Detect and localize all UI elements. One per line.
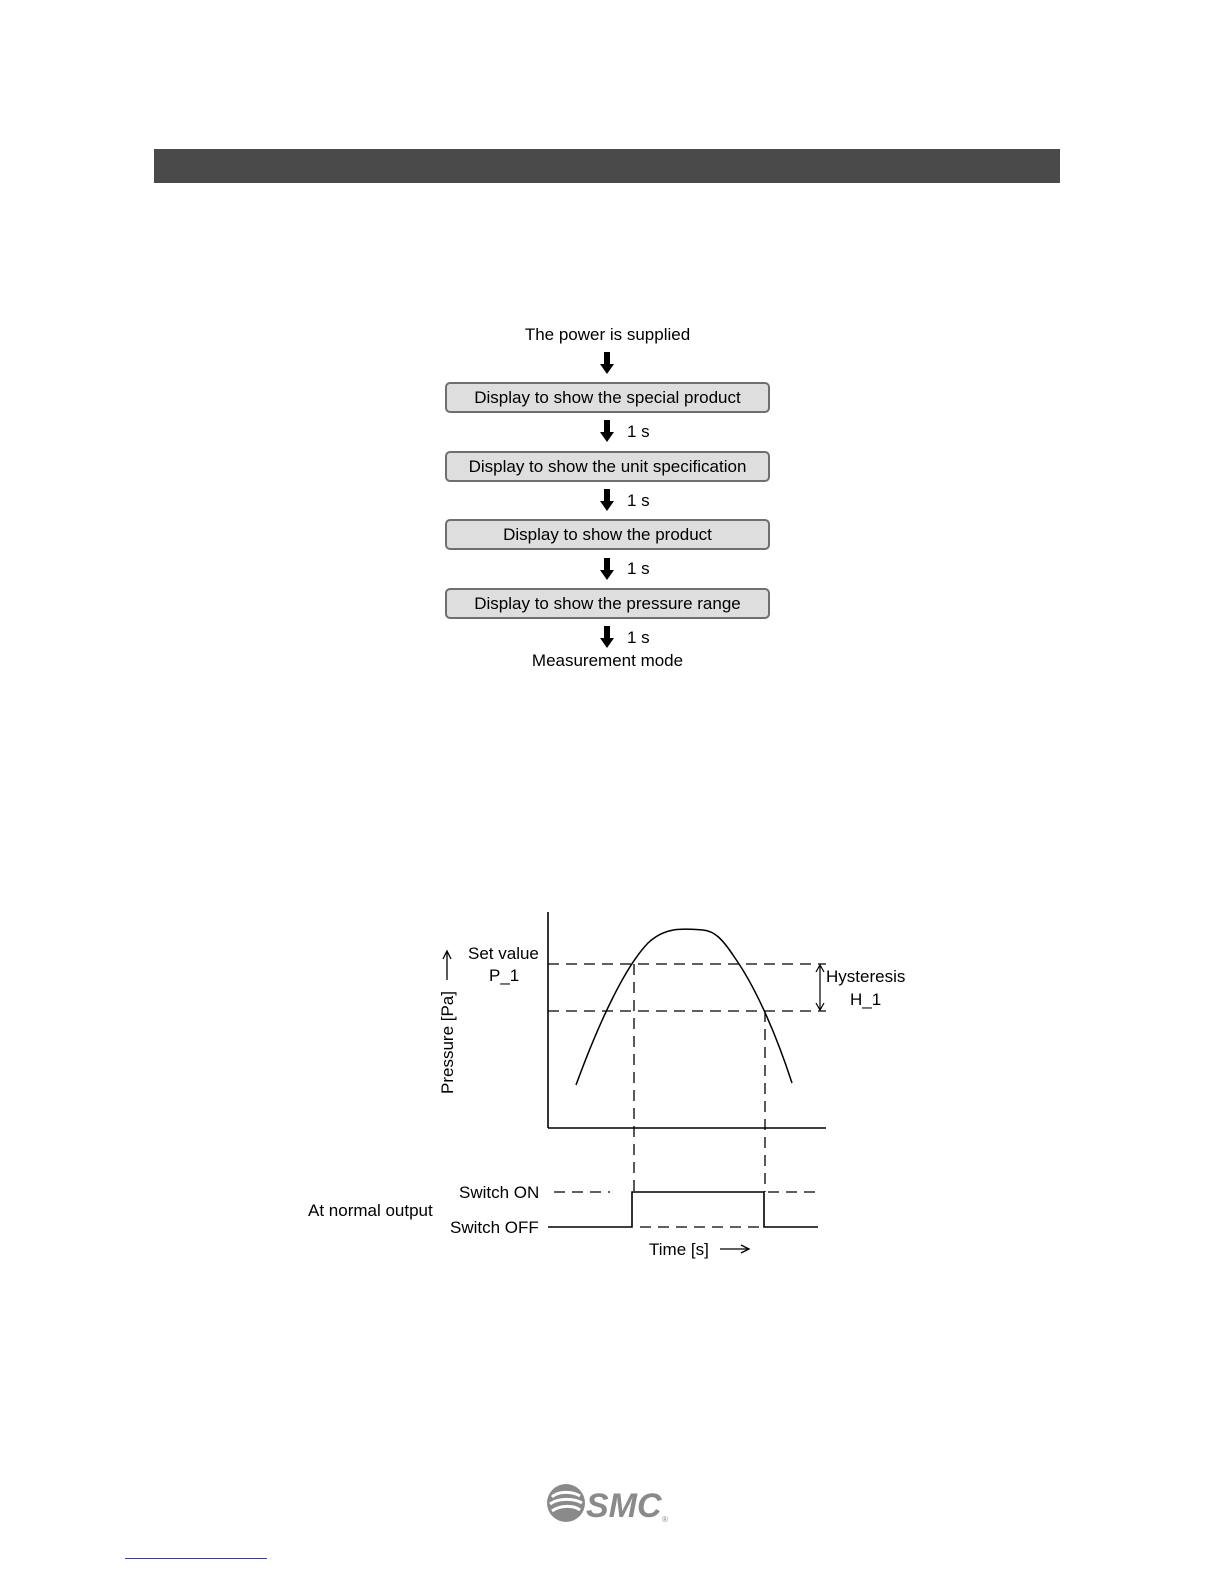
logo-text: SMC <box>586 1487 662 1524</box>
flow-step-product: Display to show the product <box>445 519 770 550</box>
flow-interval: 1 s <box>627 422 650 441</box>
flow-step-pressure-range: Display to show the pressure range <box>445 588 770 619</box>
output-mode-label: At normal output <box>308 1201 433 1220</box>
switch-on-label: Switch ON <box>459 1183 540 1202</box>
switch-output-signal <box>548 1192 818 1227</box>
switch-off-label: Switch OFF <box>450 1218 539 1237</box>
pressure-axis-label: Pressure [Pa] <box>438 991 457 1094</box>
flow-interval: 1 s <box>627 628 650 647</box>
time-axis-label: Time [s] <box>649 1240 709 1259</box>
hysteresis-label: Hysteresis <box>826 967 906 986</box>
footer-link-underline <box>125 1558 267 1559</box>
flow-end-text: Measurement mode <box>531 651 684 670</box>
smc-logo <box>546 1482 670 1524</box>
set-value-label: Set value <box>468 944 539 963</box>
pressure-curve <box>576 929 792 1085</box>
flow-step-special-product: Display to show the special product <box>445 382 770 413</box>
flow-interval: 1 s <box>627 491 650 510</box>
flow-start-text: The power is supplied <box>524 325 691 344</box>
set-value-name: P_1 <box>489 966 520 985</box>
hysteresis-name: H_1 <box>850 990 882 1009</box>
logo-registered-mark: ® <box>662 1515 668 1524</box>
flow-step-unit-specification: Display to show the unit specification <box>445 451 770 482</box>
flow-interval: 1 s <box>627 559 650 578</box>
